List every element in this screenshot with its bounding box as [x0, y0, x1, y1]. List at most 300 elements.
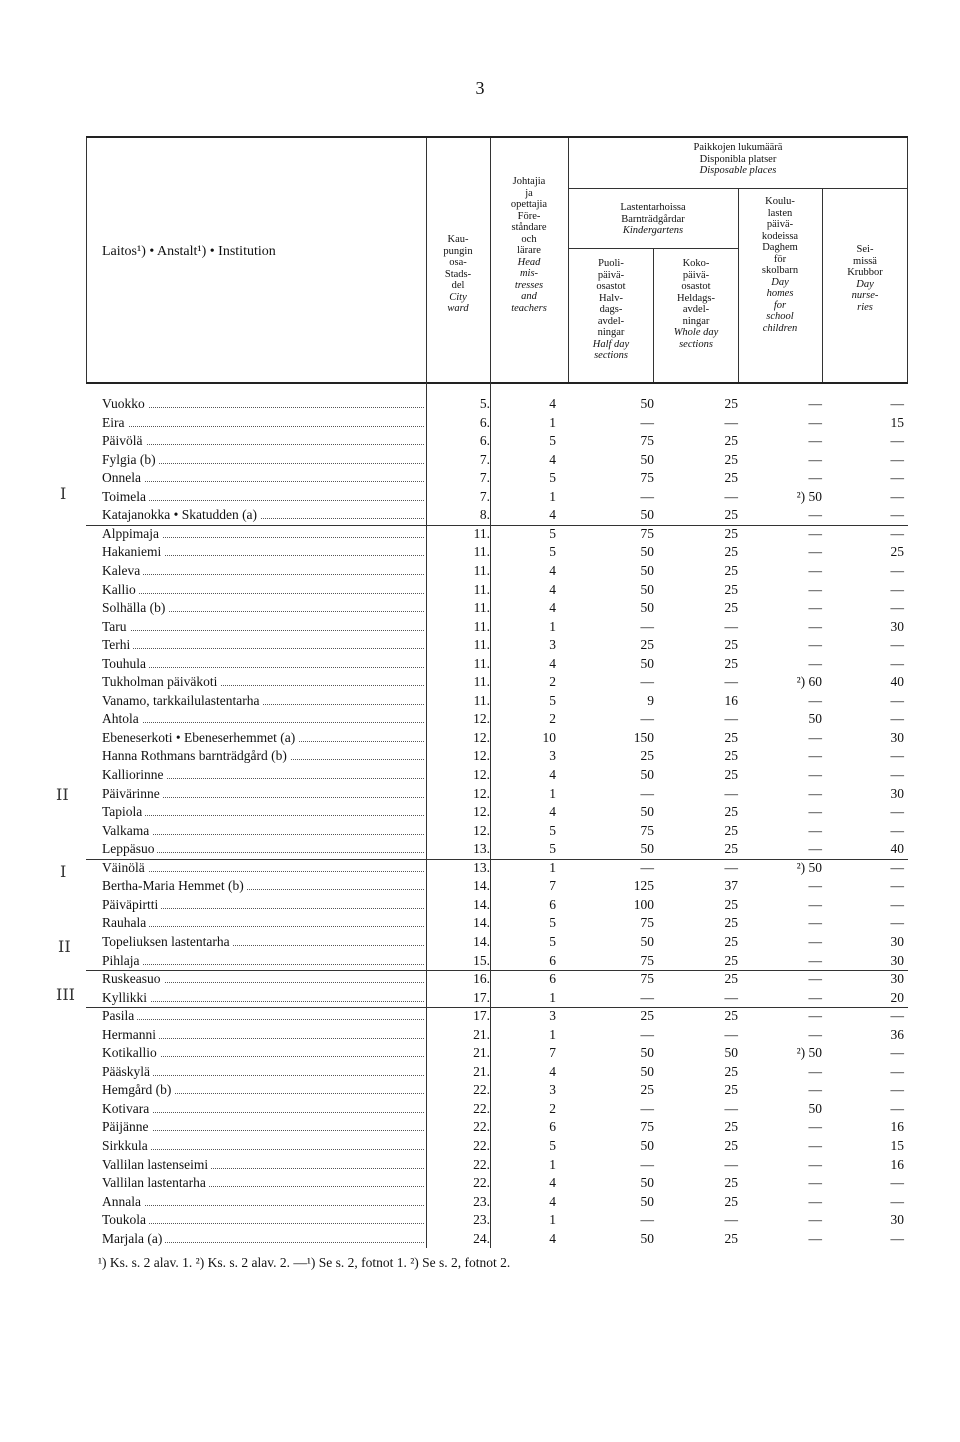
city-ward-cell: 7.: [479, 488, 490, 504]
whole-day-header: [655, 258, 737, 350]
leaders-cell: 7: [549, 1045, 556, 1061]
day-nurseries-cell: —: [890, 637, 904, 653]
institution-name: [102, 765, 424, 784]
institution-name: [102, 691, 424, 710]
institution-name: [102, 413, 424, 432]
school-children-cell: —: [808, 748, 822, 764]
ward-h-line: Kau-: [447, 234, 469, 245]
city-ward-cell: 21.: [473, 1045, 490, 1061]
whole-h-line: avdel-: [682, 304, 710, 315]
school-children-cell: —: [808, 470, 822, 486]
whole-day-cell: 25: [724, 525, 738, 541]
table-row: [86, 839, 908, 858]
whole-day-cell: 25: [724, 544, 738, 560]
institution-name-text: Kotivara: [102, 1101, 152, 1116]
school-h-line: for: [773, 299, 787, 311]
margin-mark-1: I: [60, 484, 67, 503]
half-day-cell: —: [640, 674, 654, 690]
city-ward-cell: 22.: [473, 1100, 490, 1116]
whole-day-cell: 25: [724, 451, 738, 467]
city-ward-cell: 11.: [473, 674, 490, 690]
leaders-cell: 1: [549, 414, 556, 430]
day-nurseries-cell: —: [890, 767, 904, 782]
institution-name-text: Päijänne: [102, 1119, 152, 1134]
school-children-cell: —: [808, 655, 822, 671]
leaders-cell: 7: [549, 878, 556, 894]
school-children-cell: —: [808, 822, 822, 838]
lead-h-line: opettajia: [510, 199, 548, 210]
whole-h-line: ningar: [682, 315, 710, 327]
school-children-cell: —: [808, 562, 822, 578]
institution-name: [102, 1173, 424, 1192]
whole-day-cell: —: [724, 1100, 738, 1116]
leaders-cell: 3: [549, 748, 556, 764]
table-header: [86, 136, 908, 384]
half-day-cell: —: [640, 618, 654, 634]
institution-name: [102, 988, 424, 1007]
half-day-cell: 75: [640, 433, 654, 449]
leaders-cell: 1: [549, 1156, 556, 1172]
day-nurseries-cell: —: [890, 1100, 904, 1116]
institution-name: [102, 505, 424, 524]
half-day-cell: 50: [640, 1063, 654, 1079]
whole-day-cell: —: [724, 785, 738, 801]
whole-h-line: osastot: [681, 281, 711, 292]
school-children-cell: —: [808, 804, 822, 820]
half-day-cell: 75: [640, 952, 654, 968]
leaders-cell: 4: [549, 1175, 556, 1191]
whole-day-cell: 25: [724, 1193, 738, 1209]
lead-h-line: tresses: [514, 279, 544, 291]
institution-name-text: Touhula: [102, 656, 149, 671]
institution-name: [102, 876, 424, 895]
institution-name: [102, 468, 424, 487]
institution-name-text: Päivölä: [102, 433, 146, 448]
school-children-cell: —: [808, 1175, 822, 1191]
table-row: [86, 969, 908, 988]
school-children-cell: —: [808, 785, 822, 801]
day-nurseries-cell: —: [890, 692, 904, 708]
places-h-line: Paikkojen lukumäärä: [693, 142, 783, 153]
whole-day-cell: 25: [724, 767, 738, 782]
city-ward-cell: 24.: [473, 1230, 490, 1246]
school-children-cell: —: [808, 692, 822, 708]
school-children-cell: ²) 50: [796, 1045, 822, 1061]
leaders-cell: 3: [549, 637, 556, 653]
half-day-cell: 50: [640, 507, 654, 523]
city-ward-cell: 22.: [473, 1119, 490, 1135]
whole-day-cell: —: [724, 488, 738, 504]
leaders-cell: 4: [549, 562, 556, 578]
half-day-cell: 125: [633, 878, 654, 894]
whole-day-cell: —: [724, 618, 738, 634]
whole-day-cell: 25: [724, 655, 738, 671]
table-row: [86, 1173, 908, 1192]
whole-day-cell: 25: [724, 933, 738, 949]
institution-name: [102, 709, 424, 728]
whole-h-line: Heldags-: [677, 292, 715, 304]
leaders-cell: 5: [549, 433, 556, 449]
table-row: [86, 784, 908, 803]
school-children-cell: 50: [808, 1100, 822, 1116]
institution-name-text: Päivärinne: [102, 786, 163, 801]
page-number: 3: [475, 78, 485, 98]
institution-name-text: Leppäsuo: [102, 841, 157, 856]
institution-name-text: Toimela: [102, 489, 149, 504]
day-nurseries-cell: 30: [890, 785, 904, 801]
city-ward-cell: 17.: [473, 989, 490, 1005]
institution-name-text: Toukola: [102, 1212, 149, 1227]
leaders-cell: 5: [549, 525, 556, 541]
institution-name-text: Topeliuksen lastentarha: [102, 934, 233, 949]
half-day-cell: 50: [640, 841, 654, 857]
school-children-cell: —: [808, 896, 822, 912]
table-row: [86, 1080, 908, 1099]
whole-day-cell: 25: [724, 729, 738, 745]
school-children-header: [740, 196, 820, 334]
whole-h-line: Whole day: [673, 327, 719, 338]
half-day-cell: 50: [640, 1138, 654, 1153]
whole-day-cell: 25: [724, 637, 738, 653]
table-row: [86, 821, 908, 840]
half-day-cell: 75: [640, 525, 654, 541]
school-children-cell: ²) 50: [796, 488, 822, 504]
half-day-cell: 25: [640, 637, 654, 653]
school-h-line: school: [766, 311, 794, 322]
half-h-line: päivä-: [597, 269, 625, 281]
school-h-line: children: [762, 322, 798, 334]
whole-h-line: sections: [679, 338, 713, 350]
krub-h-line: nurse-: [851, 290, 879, 301]
whole-day-cell: 25: [724, 896, 738, 912]
leaders-cell: 5: [549, 841, 556, 857]
day-nurseries-cell: 30: [890, 618, 904, 634]
half-h-line: avdel-: [597, 315, 625, 327]
kind-h-line: Lastentarhoissa: [620, 202, 686, 213]
half-day-cell: 50: [640, 451, 654, 467]
half-day-cell: 50: [640, 1045, 654, 1061]
table-row: [86, 1117, 908, 1136]
institution-name: [102, 635, 424, 654]
school-children-cell: —: [808, 525, 822, 541]
day-nurseries-cell: 40: [890, 841, 904, 857]
institution-name-text: Vuokko: [102, 396, 148, 411]
day-nurseries-cell: —: [890, 396, 904, 411]
institution-name: [102, 746, 424, 765]
places-h-line: Disposable places: [699, 165, 777, 176]
whole-day-cell: —: [724, 859, 738, 875]
half-day-cell: 50: [640, 804, 654, 820]
table-row: [86, 672, 908, 691]
city-ward-cell: 12.: [473, 767, 490, 782]
school-children-cell: —: [808, 414, 822, 430]
leaders-cell: 4: [549, 396, 556, 411]
school-h-line: för: [773, 253, 787, 265]
city-ward-cell: 12.: [473, 804, 490, 820]
table-row: [86, 1136, 908, 1155]
institution-name-text: Bertha-Maria Hemmet (b): [102, 878, 247, 893]
city-ward-cell: 14.: [473, 878, 490, 894]
table-row: [86, 505, 908, 524]
day-nurseries-cell: 30: [890, 933, 904, 949]
half-day-cell: 50: [640, 544, 654, 560]
school-children-cell: —: [808, 933, 822, 949]
school-h-line: Day: [771, 276, 789, 288]
table-row: [86, 691, 908, 710]
half-day-cell: 150: [633, 729, 654, 745]
table-row: [86, 709, 908, 728]
institution-name: [102, 394, 424, 413]
ward-h-line: pungin: [443, 245, 473, 257]
leaders-cell: 6: [549, 896, 556, 912]
whole-day-cell: —: [724, 674, 738, 690]
school-h-line: Koulu-: [765, 196, 795, 207]
city-ward-cell: 11.: [473, 525, 490, 541]
whole-day-cell: 25: [724, 1008, 738, 1024]
school-children-cell: —: [808, 878, 822, 894]
leaders-cell: 2: [549, 1100, 556, 1116]
institution-name: [102, 1006, 424, 1025]
table-row: [86, 1192, 908, 1211]
city-ward-cell: 22.: [473, 1175, 490, 1191]
lead-h-line: Head: [517, 256, 541, 268]
whole-day-cell: 25: [724, 1175, 738, 1191]
half-day-cell: 100: [633, 896, 654, 912]
institution-name-text: Rauhala: [102, 915, 149, 930]
institution-name-text: Hemgård (b): [102, 1082, 174, 1097]
whole-day-cell: —: [724, 711, 738, 727]
half-day-cell: 25: [640, 748, 654, 764]
margin-mark-4: II: [58, 937, 71, 956]
institution-name: [102, 487, 424, 506]
krub-h-line: Day: [856, 278, 874, 290]
whole-day-cell: 25: [724, 952, 738, 968]
half-day-cell: 25: [640, 1082, 654, 1098]
whole-day-cell: 25: [724, 804, 738, 820]
school-children-cell: ²) 50: [796, 859, 822, 875]
city-ward-cell: 7.: [479, 451, 490, 467]
margin-mark-2: II: [56, 785, 69, 804]
margin-mark-5: III: [56, 985, 75, 1004]
city-ward-cell: 8.: [479, 507, 490, 523]
school-children-cell: —: [808, 1119, 822, 1135]
city-ward-cell: 11.: [473, 562, 490, 578]
day-nurseries-cell: —: [890, 600, 904, 616]
places-h-line: Disponibla platser: [699, 153, 777, 165]
institution-name: [102, 598, 424, 617]
institution-name: [102, 1210, 424, 1229]
half-day-cell: 75: [640, 822, 654, 838]
table-row: [86, 413, 908, 432]
table-row: [86, 598, 908, 617]
leaders-cell: 4: [549, 581, 556, 597]
whole-h-line: Koko-: [682, 258, 710, 269]
table-row: [86, 1155, 908, 1174]
half-day-cell: 50: [640, 581, 654, 597]
leaders-cell: 4: [549, 451, 556, 467]
city-ward-cell: 14.: [473, 915, 490, 931]
half-day-cell: 50: [640, 396, 654, 411]
table-row: [86, 542, 908, 561]
city-ward-cell: 13.: [473, 859, 490, 875]
institution-name: [102, 932, 424, 951]
city-ward-cell: 11.: [473, 581, 490, 597]
institution-name-text: Pasila: [102, 1008, 137, 1023]
half-day-cell: —: [640, 1212, 654, 1228]
day-nurseries-cell: 30: [890, 1212, 904, 1228]
leaders-cell: 4: [549, 507, 556, 523]
school-children-cell: —: [808, 618, 822, 634]
kind-h-line: Kindergartens: [622, 225, 684, 236]
half-day-cell: 50: [640, 600, 654, 616]
city-ward-cell: 21.: [473, 1026, 490, 1042]
city-ward-cell: 11.: [473, 637, 490, 653]
leaders-cell: 5: [549, 692, 556, 708]
city-ward-cell: 12.: [473, 748, 490, 764]
day-nurseries-cell: —: [890, 1175, 904, 1191]
school-children-cell: —: [808, 952, 822, 968]
places-group-header: [570, 142, 906, 177]
school-children-cell: —: [808, 729, 822, 745]
institution-name: [102, 1192, 424, 1211]
whole-day-cell: 25: [724, 600, 738, 616]
leaders-cell: 5: [549, 544, 556, 560]
institution-name-text: Vallilan lastenseimi: [102, 1157, 211, 1172]
whole-day-cell: 25: [724, 1138, 738, 1153]
leaders-cell: 1: [549, 1212, 556, 1228]
krub-h-line: missä: [853, 255, 877, 267]
half-h-line: Half day: [592, 338, 630, 350]
whole-day-cell: 25: [724, 1082, 738, 1098]
half-day-cell: 25: [640, 1008, 654, 1024]
whole-day-cell: 25: [724, 1230, 738, 1246]
school-h-line: skolbarn: [761, 265, 799, 276]
half-h-line: osastot: [596, 281, 626, 292]
city-ward-cell: 22.: [473, 1138, 490, 1153]
table-row: [86, 876, 908, 895]
table-row: [86, 654, 908, 673]
institution-name-text: Alppimaja: [102, 526, 162, 541]
leaders-cell: 1: [549, 488, 556, 504]
institution-name: [102, 784, 424, 803]
day-nurseries-cell: —: [890, 1045, 904, 1061]
half-day-cell: —: [640, 488, 654, 504]
school-children-cell: —: [808, 451, 822, 467]
ward-h-line: del: [451, 280, 465, 291]
day-nurseries-cell: —: [890, 1063, 904, 1079]
institution-name: [102, 913, 424, 932]
lead-h-line: ja: [525, 187, 533, 199]
institution-name-text: Sirkkula: [102, 1138, 151, 1153]
table-row: [86, 1099, 908, 1118]
whole-day-cell: 25: [724, 841, 738, 857]
day-nurseries-cell: —: [890, 525, 904, 541]
day-nurseries-cell: 20: [890, 989, 904, 1005]
institution-name: [102, 580, 424, 599]
institution-name: [102, 1043, 424, 1062]
day-nurseries-cell: 30: [890, 729, 904, 745]
half-day-cell: 75: [640, 971, 654, 987]
school-children-cell: —: [808, 396, 822, 411]
whole-day-cell: —: [724, 414, 738, 430]
institution-name: [102, 951, 424, 970]
half-h-line: ningar: [597, 327, 625, 338]
leaders-cell: 5: [549, 822, 556, 838]
table-row: [86, 524, 908, 543]
table-row: [86, 802, 908, 821]
leaders-cell: 6: [549, 1119, 556, 1135]
city-ward-cell: 11.: [473, 692, 490, 708]
half-day-cell: 50: [640, 1193, 654, 1209]
table-row: [86, 394, 908, 413]
school-children-cell: —: [808, 989, 822, 1005]
institution-name: [102, 969, 424, 988]
city-ward-cell: 11.: [473, 600, 490, 616]
lead-h-line: mis-: [519, 268, 539, 279]
whole-day-cell: —: [724, 1026, 738, 1042]
institution-name-text: Terhi: [102, 637, 133, 652]
school-h-line: kodeissa: [761, 230, 799, 242]
day-nurseries-cell: —: [890, 1008, 904, 1024]
institution-name-text: Katajanokka • Skatudden (a): [102, 507, 260, 522]
day-nurseries-cell: —: [890, 859, 904, 875]
leaders-cell: 4: [549, 1063, 556, 1079]
institution-name: [102, 1099, 424, 1118]
institution-name-text: Ahtola: [102, 711, 142, 726]
leaders-cell: 1: [549, 1026, 556, 1042]
half-h-line: Halv-: [599, 292, 623, 304]
institution-name-text: Fylgia (b): [102, 452, 159, 467]
city-ward-cell: 12.: [473, 822, 490, 838]
leaders-cell: 2: [549, 711, 556, 727]
school-children-cell: —: [808, 581, 822, 597]
school-children-cell: —: [808, 1008, 822, 1024]
institution-name: [102, 821, 424, 840]
institution-name-text: Annala: [102, 1194, 144, 1209]
school-children-cell: ²) 60: [796, 674, 822, 690]
city-ward-header: [428, 234, 488, 315]
city-ward-cell: 12.: [473, 711, 490, 727]
institution-name: [102, 1062, 424, 1081]
day-nurseries-cell: 15: [890, 414, 904, 430]
day-nurseries-cell: —: [890, 1230, 904, 1246]
whole-day-cell: 25: [724, 822, 738, 838]
day-nurseries-cell: 15: [890, 1138, 904, 1153]
city-ward-cell: 6.: [479, 433, 490, 449]
institution-name-text: Valkama: [102, 823, 152, 838]
whole-day-cell: —: [724, 1156, 738, 1172]
day-nurseries-cell: —: [890, 470, 904, 486]
half-day-cell: 50: [640, 1230, 654, 1246]
institution-name: [102, 858, 424, 877]
school-children-cell: —: [808, 1212, 822, 1228]
day-nurseries-cell: —: [890, 1193, 904, 1209]
institution-name-text: Tukholman päiväkoti: [102, 674, 220, 689]
school-h-line: homes: [766, 288, 794, 299]
table-row: [86, 487, 908, 506]
footnote: ¹) Ks. s. 2 alav. 1. ²) Ks. s. 2 alav. 2. —¹) Se s. 2, fotnot 1. ²) Se s. 2, fotnot 2.: [98, 1255, 511, 1270]
day-nurseries-cell: —: [890, 804, 904, 820]
kind-h-line: Barnträdgårdar: [621, 213, 685, 225]
whole-day-cell: 25: [724, 1119, 738, 1135]
table-row: [86, 1062, 908, 1081]
city-ward-cell: 12.: [473, 729, 490, 745]
school-children-cell: —: [808, 544, 822, 560]
leaders-cell: 10: [542, 729, 556, 745]
ward-h-line: osa-: [449, 257, 467, 268]
half-h-line: Puoli-: [598, 258, 624, 269]
school-children-cell: —: [808, 841, 822, 857]
